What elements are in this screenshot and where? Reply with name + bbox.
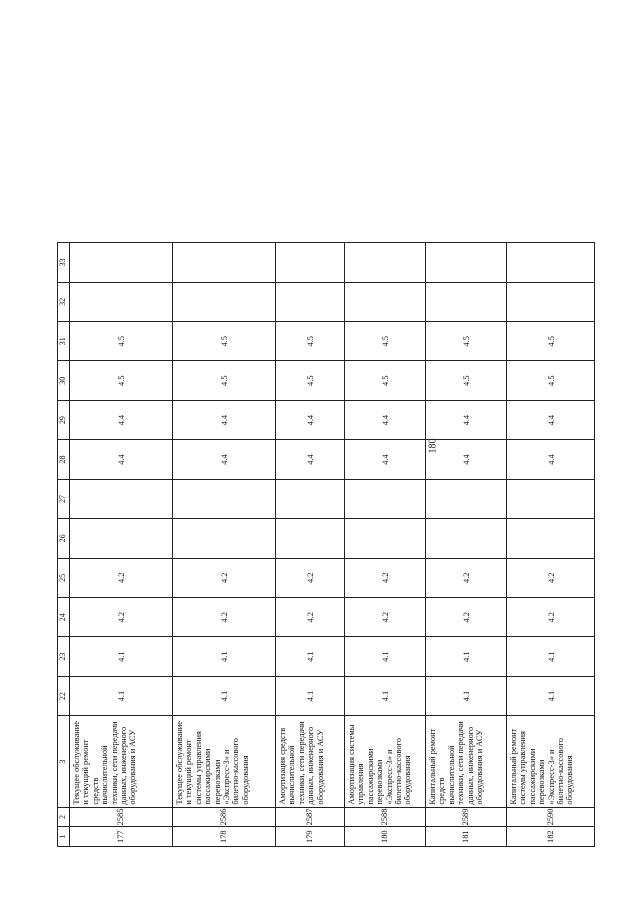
row-value-cell: 4.5 — [345, 361, 426, 400]
row-description-cell: Капитальный ремонт системы управления пассажирскими перевозками «Экспресс-3» и билетно-кассового оборудования — [507, 716, 595, 807]
row-value-cell: 4.2 — [426, 558, 507, 597]
row-value-cell — [173, 519, 276, 558]
header-cell: 30 — [58, 361, 70, 400]
header-cell: 27 — [58, 479, 70, 518]
row-value-cell: 4.5 — [70, 361, 173, 400]
row-value-cell — [345, 519, 426, 558]
row-value-cell — [70, 519, 173, 558]
table-row — [276, 243, 345, 847]
row-value-cell — [426, 479, 507, 518]
row-value-cell: 4.1 — [345, 676, 426, 715]
data-table — [57, 242, 595, 847]
row-code-cell: 2590 — [507, 807, 595, 827]
row-code-cell: 2588 — [345, 807, 426, 827]
table-row — [426, 243, 507, 847]
header-cell: 24 — [58, 598, 70, 637]
row-index-cell: 179 — [276, 827, 345, 847]
row-value-cell: 4.4 — [345, 440, 426, 479]
table-row — [70, 243, 173, 847]
row-value-cell — [345, 479, 426, 518]
header-cell: 22 — [58, 676, 70, 715]
row-description-cell: Амортизация системы управления пассажирскими перевозками «Экспресс-3» и билетно-кассового оборудования — [345, 716, 426, 807]
row-value-cell — [345, 282, 426, 321]
row-value-cell: 4.1 — [426, 637, 507, 676]
row-value-cell: 4.4 — [345, 400, 426, 439]
row-value-cell — [276, 479, 345, 518]
row-value-cell — [173, 282, 276, 321]
row-value-cell: 4.1 — [276, 637, 345, 676]
row-value-cell — [507, 479, 595, 518]
header-cell: 28 — [58, 440, 70, 479]
row-value-cell — [426, 243, 507, 283]
row-code-cell: 2585 — [70, 807, 173, 827]
row-code-cell: 2589 — [426, 807, 507, 827]
row-code-cell: 2587 — [276, 807, 345, 827]
row-value-cell — [70, 243, 173, 283]
row-value-cell: 4.4 — [507, 440, 595, 479]
row-value-cell — [426, 519, 507, 558]
row-value-cell: 4.2 — [276, 558, 345, 597]
row-code-cell: 2586 — [173, 807, 276, 827]
row-value-cell: 4.5 — [426, 322, 507, 361]
row-value-cell: 4.1 — [173, 676, 276, 715]
row-value-cell: 4.4 — [70, 440, 173, 479]
row-value-cell — [507, 243, 595, 283]
row-value-cell — [276, 243, 345, 283]
row-value-cell: 4.2 — [507, 558, 595, 597]
row-value-cell: 4.1 — [345, 637, 426, 676]
header-cell: 26 — [58, 519, 70, 558]
row-value-cell — [276, 519, 345, 558]
row-description-cell: Капитальный ремонт средств вычислительной техники, сети передачи данных, инженерного оборудования и АСУ — [426, 716, 507, 807]
row-index-cell: 181 — [426, 827, 507, 847]
row-value-cell: 4.1 — [276, 676, 345, 715]
row-description-cell: Текущее обслуживание и текущий ремонт системы управления пассажирскими перевозками «Экспресс-3» и билетно-кассового оборудования — [173, 716, 276, 807]
row-value-cell — [345, 243, 426, 283]
row-value-cell: 4.2 — [345, 558, 426, 597]
rotated-table-wrapper — [57, 242, 594, 847]
row-value-cell: 4.1 — [70, 676, 173, 715]
row-description-cell: Текущее обслуживание и текущий ремонт средств вычислительной техники, сети передачи данных, инженерного оборудования и АСУ — [70, 716, 173, 807]
row-index-cell: 178 — [173, 827, 276, 847]
row-value-cell: 4.1 — [70, 637, 173, 676]
row-index-cell: 180 — [345, 827, 426, 847]
row-description-cell: Амортизация средств вычислительной техники, сети передачи данных, инженерного оборудования и АСУ — [276, 716, 345, 807]
row-value-cell — [173, 243, 276, 283]
row-value-cell — [276, 282, 345, 321]
row-value-cell — [426, 282, 507, 321]
header-cell: 29 — [58, 400, 70, 439]
header-cell: 31 — [58, 322, 70, 361]
header-cell: 32 — [58, 282, 70, 321]
row-value-cell: 4.2 — [345, 598, 426, 637]
row-index-cell: 177 — [70, 827, 173, 847]
row-value-cell — [507, 519, 595, 558]
table-row — [507, 243, 595, 847]
row-value-cell — [70, 282, 173, 321]
row-value-cell — [173, 479, 276, 518]
row-value-cell: 4.4 — [70, 400, 173, 439]
header-row — [58, 243, 70, 847]
row-value-cell: 4.4 — [507, 400, 595, 439]
row-value-cell — [507, 282, 595, 321]
header-cell: 1 — [58, 827, 70, 847]
row-value-cell: 4.1 — [426, 676, 507, 715]
header-cell: 3 — [58, 716, 70, 807]
row-value-cell: 4.2 — [70, 598, 173, 637]
header-cell: 2 — [58, 807, 70, 827]
row-index-cell: 182 — [507, 827, 595, 847]
row-value-cell: 4.5 — [173, 361, 276, 400]
row-value-cell: 4.5 — [276, 361, 345, 400]
row-value-cell: 4.5 — [173, 322, 276, 361]
row-value-cell: 4.5 — [426, 361, 507, 400]
row-value-cell: 4.2 — [70, 558, 173, 597]
row-value-cell: 4.2 — [173, 558, 276, 597]
row-value-cell: 4.4 — [173, 400, 276, 439]
row-value-cell: 4.5 — [276, 322, 345, 361]
row-value-cell: 4.5 — [507, 322, 595, 361]
row-value-cell: 4.5 — [507, 361, 595, 400]
row-value-cell: 4.4 — [276, 440, 345, 479]
table-row — [345, 243, 426, 847]
row-value-cell: 4.5 — [70, 322, 173, 361]
row-value-cell: 4.5 — [345, 322, 426, 361]
header-cell: 33 — [58, 243, 70, 283]
header-cell: 25 — [58, 558, 70, 597]
row-value-cell: 4.2 — [507, 598, 595, 637]
header-cell: 23 — [58, 637, 70, 676]
table-row — [173, 243, 276, 847]
row-value-cell: 4.4 — [276, 400, 345, 439]
row-value-cell: 4.1 — [507, 676, 595, 715]
row-value-cell: 4.2 — [276, 598, 345, 637]
row-value-cell: 4.1 — [507, 637, 595, 676]
row-value-cell: 4.4 — [426, 440, 507, 479]
row-value-cell: 4.1 — [173, 637, 276, 676]
row-value-cell: 4.2 — [426, 598, 507, 637]
row-value-cell: 4.4 — [426, 400, 507, 439]
page-number: 180 — [427, 438, 439, 454]
row-value-cell: 4.4 — [173, 440, 276, 479]
row-value-cell — [70, 479, 173, 518]
row-value-cell: 4.2 — [173, 598, 276, 637]
